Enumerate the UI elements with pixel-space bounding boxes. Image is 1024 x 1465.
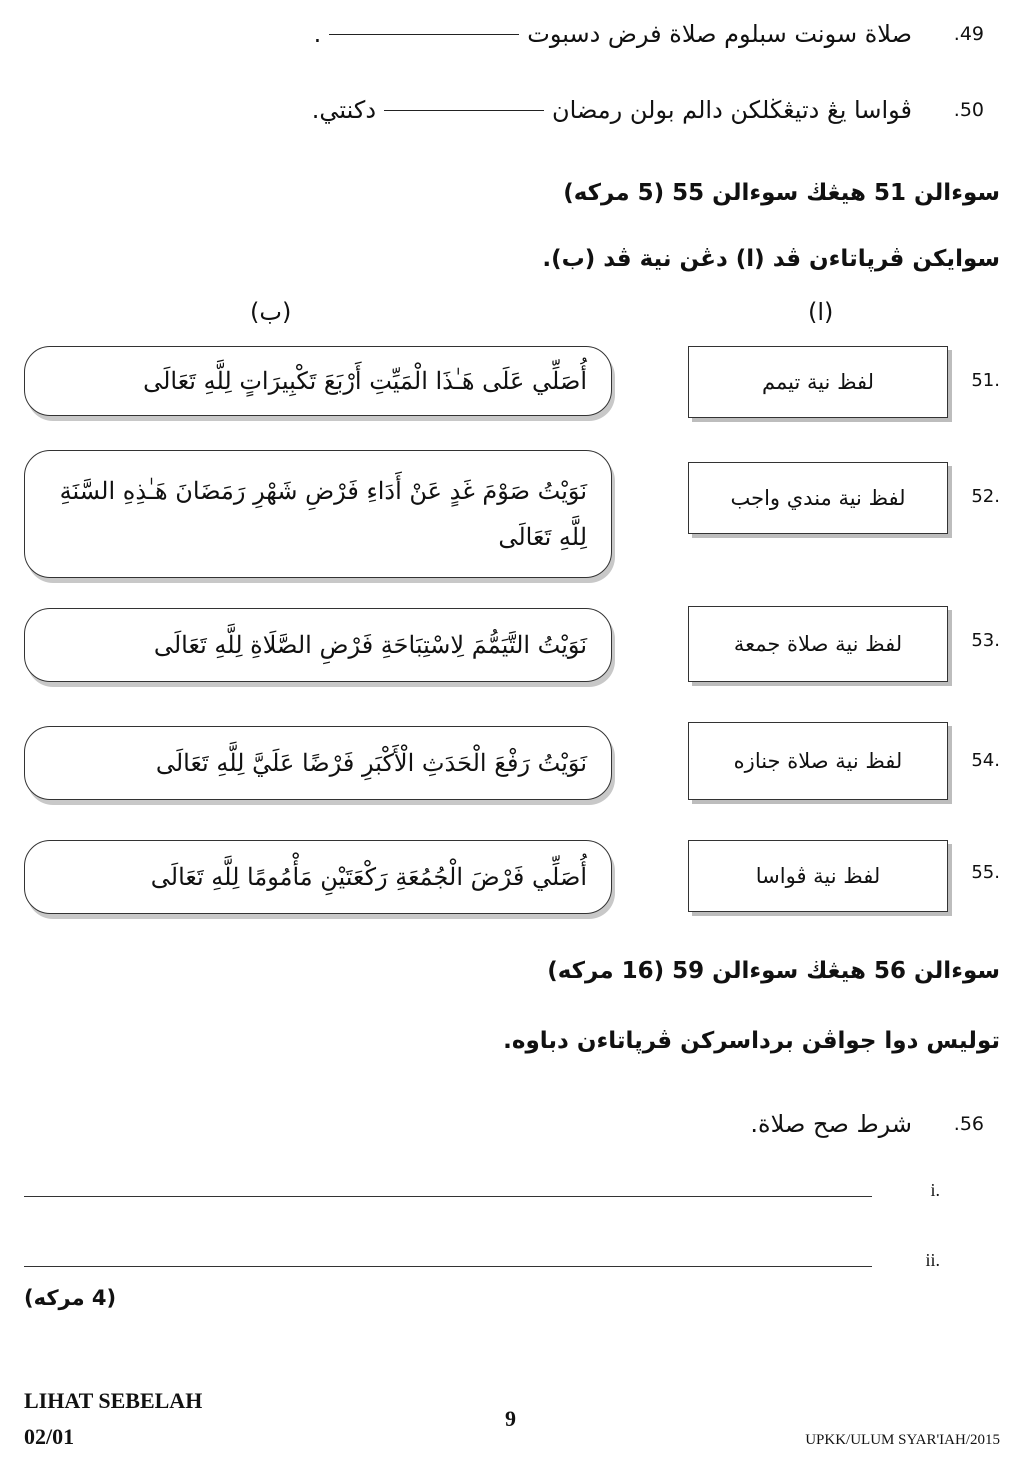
question-end: دكنتي. xyxy=(311,96,377,124)
question-text: شرط صح صلاة. xyxy=(750,1110,912,1138)
column-b-box[interactable] xyxy=(24,346,612,416)
marks-label: (4 مركه) xyxy=(24,1286,117,1310)
question-number: 56. xyxy=(953,1113,984,1135)
question-text: صلاة سونت سبلوم صلاة فرض دسبوت xyxy=(527,20,912,48)
row-number: 53. xyxy=(971,630,1000,651)
column-a-text: لفظ نية صلاة جنازه xyxy=(733,749,903,773)
page-number: 9 xyxy=(505,1406,516,1431)
row-number: 54. xyxy=(971,750,1000,771)
question-49 xyxy=(314,14,984,54)
footer-paper-code: 02/01 xyxy=(24,1424,75,1449)
column-b-box[interactable] xyxy=(24,726,612,800)
section-heading: سوءالن 51 هيڠڬ سوءالن 55 (5 مركه) xyxy=(563,180,1000,206)
answer-blank[interactable] xyxy=(329,33,519,35)
question-end: . xyxy=(313,20,322,48)
column-b-box[interactable] xyxy=(24,840,612,914)
answer-label: ii. xyxy=(925,1250,940,1270)
answer-blank[interactable] xyxy=(384,109,544,111)
column-a-box[interactable] xyxy=(688,606,948,682)
question-56 xyxy=(750,1104,984,1144)
column-b-box[interactable] xyxy=(24,608,612,682)
column-a-box[interactable] xyxy=(688,722,948,800)
footer-next-page: LIHAT SEBELAH xyxy=(24,1388,203,1413)
question-text: ڤواسا يڠ دتيڠڬلكن دالم بولن رمضان xyxy=(552,96,912,124)
column-b-text: نَوَيْتُ رَفْعَ الْحَدَثِ الْأَكْبَرِ فَرْضًا عَلَيَّ لِلَّهِ تَعَالَى xyxy=(155,749,587,777)
section-heading: سوءالن 56 هيڠڬ سوءالن 59 (16 مركه) xyxy=(547,958,1000,984)
row-number: 51. xyxy=(971,370,1000,391)
column-b-text: نَوَيْتُ صَوْمَ غَدٍ عَنْ أَدَاءِ فَرْضِ شَهْرِ رَمَضَانَ هَـٰذِهِ السَّنَةِ لِلَّهِ تَعَالَى xyxy=(59,477,587,551)
row-number: 52. xyxy=(971,486,1000,507)
column-a-box[interactable] xyxy=(688,462,948,534)
column-a-text: لفظ نية مندي واجب xyxy=(730,486,906,510)
question-number: 49. xyxy=(953,23,984,45)
column-b-label: (ب) xyxy=(250,298,292,326)
answer-line[interactable] xyxy=(24,1266,872,1267)
column-b-text: أُصَلِّي عَلَى هَـٰذَا الْمَيِّتِ أَرْبَعَ تَكْبِيرَاتٍ لِلَّهِ تَعَالَى xyxy=(143,367,587,395)
column-b-text: نَوَيْتُ التَّيَمُّمَ لِاسْتِبَاحَةِ فَرْضِ الصَّلَاةِ لِلَّهِ تَعَالَى xyxy=(153,631,587,659)
section-instruction: توليس دوا جواڤن برداسركن ڤرپاتاءن دباوه. xyxy=(503,1028,1000,1054)
answer-label: i. xyxy=(930,1180,940,1200)
footer-exam-code: UPKK/ULUM SYAR'IAH/2015 xyxy=(805,1432,1000,1448)
column-a-box[interactable] xyxy=(688,346,948,418)
column-a-text: لفظ نية تيمم xyxy=(761,370,875,394)
question-50 xyxy=(312,90,984,130)
column-a-text: لفظ نية ڤواسا xyxy=(755,864,881,888)
column-a-box[interactable] xyxy=(688,840,948,912)
question-number: 50. xyxy=(953,99,984,121)
row-number: 55. xyxy=(971,862,1000,883)
section-instruction: سوايكن ڤرپاتاءن ڤد (ا) دڠن نية ڤد (ب). xyxy=(542,246,1000,272)
column-b-box[interactable] xyxy=(24,450,612,578)
answer-line[interactable] xyxy=(24,1196,872,1197)
column-a-text: لفظ نية صلاة جمعة xyxy=(733,632,903,656)
column-a-label: (ا) xyxy=(808,298,834,326)
column-b-text: أُصَلِّي فَرْضَ الْجُمُعَةِ رَكْعَتَيْنِ مَأْمُومًا لِلَّهِ تَعَالَى xyxy=(150,863,587,891)
